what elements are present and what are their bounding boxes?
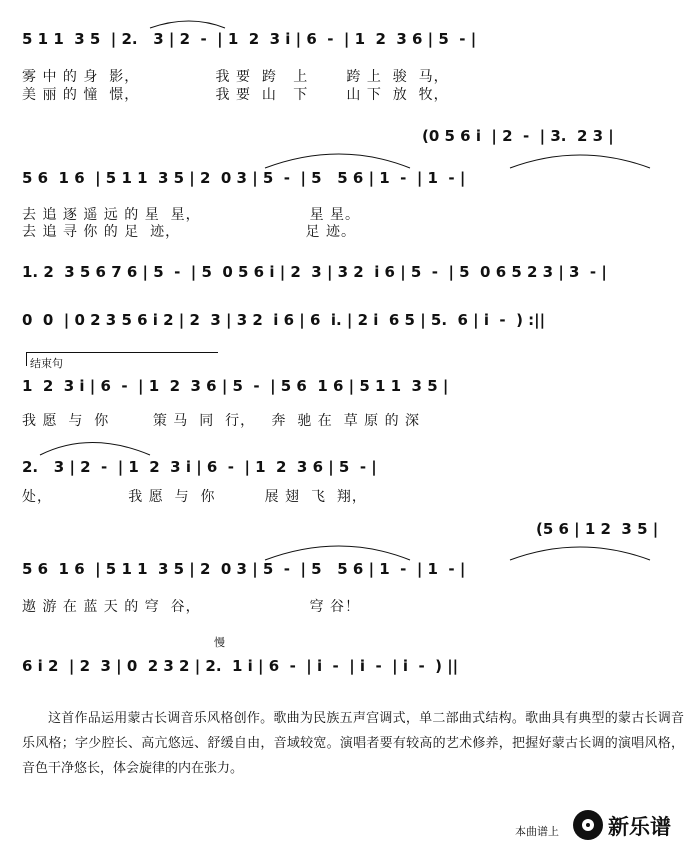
slur	[510, 155, 650, 168]
slur	[40, 443, 150, 456]
song-note: 这首作品运用蒙古长调音乐风格创作。歌曲为民族五声宫调式，单二部曲式结构。歌曲具有典型的蒙古长调音乐风格；字少腔长、高亢悠远、舒缓自由，音域较宽。演唱者要有较高的艺术修养，把握好蒙古长调的演唱风格，音色干净悠长，体会旋律的内在张力。	[22, 711, 684, 776]
notation-row: (5 6 | 1 2 3 5 |	[536, 520, 659, 538]
notation-row: 5 6 1 6 | 5 1 1 3 5 | 2 0 3 | 5 - | 5 5 6 | 1 - | 1 - |	[22, 169, 466, 187]
lyric-line: 处， 我 愿 与 你 展 翅 飞 翔，	[22, 489, 367, 505]
disc-icon	[572, 809, 604, 841]
notation-row: 1 2 3 i | 6 - | 1 2 3 6 | 5 - | 5 6 1 6 | 5 1 1 3 5 |	[22, 377, 449, 395]
notation-row: 5 1 1 3 5 | 2. 3 | 2 - | 1 2 3 i | 6 - | 1 2 3 6 | 5 - |	[22, 30, 477, 48]
notation-row: 5 6 1 6 | 5 1 1 3 5 | 2 0 3 | 5 - | 5 5 6 | 1 - | 1 - |	[22, 560, 466, 578]
lyric-line: 去 追 逐 遥 远 的 星 星， 星 星。	[22, 207, 361, 223]
notation-row: 1. 2 3 5 6 7 6 | 5 - | 5 0 5 6 i | 2 3 | 3 2 i 6 | 5 - | 5 0 6 5 2 3 | 3 - |	[22, 263, 607, 281]
site-logo[interactable]	[572, 807, 692, 843]
lyric-line: 我 愿 与 你 策 马 同 行， 奔 驰 在 草 原 的 深	[22, 413, 421, 429]
slur	[265, 154, 410, 168]
footer-credit: 本曲谱上	[515, 825, 559, 838]
lyric-line: 美 丽 的 憧 憬， 我 要 山 下 山 下 放 牧，	[22, 87, 449, 103]
slur	[150, 21, 225, 28]
tempo-mark: 慢	[214, 636, 225, 649]
notation-row: 0 0 | 0 2 3 5 6 i 2 | 2 3 | 3 2 i 6 | 6 i. | 2 i 6 5 | 5. 6 | i - ) :||	[22, 311, 546, 329]
ending-label: 结束句	[30, 357, 63, 370]
slur	[510, 547, 650, 560]
logo-text: 新乐谱	[608, 815, 671, 839]
lyric-line: 遨 游 在 蓝 天 的 穹 谷， 穹 谷！	[22, 599, 361, 615]
lyric-line: 去 追 寻 你 的 足 迹， 足 迹。	[22, 224, 356, 240]
notation-row: 6 i 2 | 2 3 | 0 2 3 2 | 2. 1 i | 6 - | i - | i - | i - ) ||	[22, 657, 459, 675]
slur	[265, 546, 410, 560]
notation-row: 2. 3 | 2 - | 1 2 3 i | 6 - | 1 2 3 6 | 5 - |	[22, 458, 377, 476]
lyric-line: 雾 中 的 身 影， 我 要 跨 上 跨 上 骏 马，	[22, 69, 449, 85]
notation-row: (0 5 6 i | 2 - | 3. 2 3 |	[422, 127, 614, 145]
